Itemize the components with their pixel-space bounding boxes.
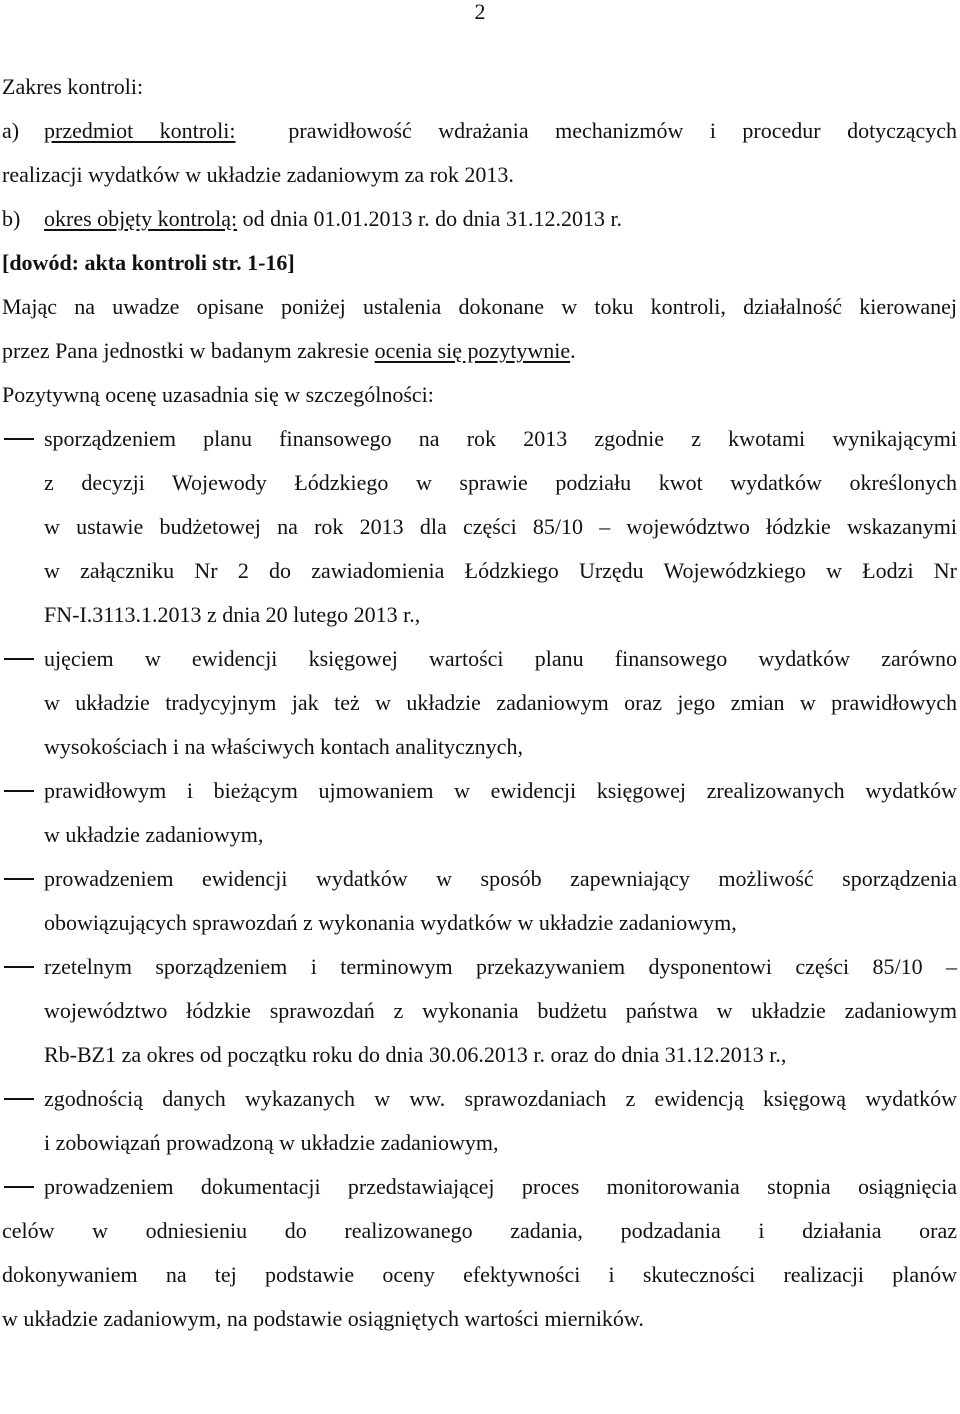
- bullet-line: sporządzeniem planu finansowego na rok 2013 zgodnie z kwotami wynikającymi: [44, 426, 957, 451]
- bullet-line: w załączniku Nr 2 do zawiadomienia Łódzkiego Urzędu Wojewódzkiego w Łodzi Nr: [44, 558, 957, 583]
- page-number: 2: [474, 0, 486, 24]
- dash-marker: [2, 637, 44, 769]
- bullet-item: [2, 417, 957, 637]
- assessment-verdict: ocenia się pozytywnie: [374, 338, 571, 363]
- assessment-line-2: [2, 329, 957, 373]
- list-marker-a: a): [2, 118, 20, 143]
- bullet-item: [2, 945, 957, 1077]
- section-heading: Zakres kontroli:: [2, 74, 144, 99]
- final-line-3: w układzie zadaniowym, na podstawie osiągniętych wartości mierników.: [2, 1306, 644, 1331]
- bullet-line: w układzie tradycyjnym jak też w układzie zadaniowym oraz jego zmian w prawidłowych: [44, 690, 957, 715]
- assessment-period: .: [570, 338, 576, 363]
- list-item-a: [2, 109, 957, 153]
- bullet-line: FN-I.3113.1.2013 z dnia 20 lutego 2013 r.,: [44, 602, 421, 627]
- dash-marker: [2, 1165, 44, 1209]
- bullet-line: zgodnością danych wykazanych w ww. sprawozdaniach z ewidencją księgową wydatków: [44, 1086, 957, 1111]
- dash-marker: [2, 857, 44, 945]
- item-a-line: [44, 109, 957, 153]
- list-item-b: [2, 197, 957, 241]
- item-b-line: [44, 197, 957, 241]
- item-b-label: okres objęty kontrolą:: [44, 206, 238, 231]
- bullet-item: [2, 857, 957, 945]
- bullet-item: [2, 1077, 957, 1165]
- list-marker-b: b): [2, 206, 21, 231]
- document-body: [2, 65, 957, 1341]
- final-line-1: celów w odniesieniu do realizowanego zadania, podzadania i działania oraz: [2, 1218, 957, 1243]
- bullet-line: i zobowiązań prowadzoną w układzie zadaniowym,: [44, 1130, 499, 1155]
- assessment-text: przez Pana jednostki w badanym zakresie: [2, 338, 370, 363]
- bullet-line: z decyzji Wojewody Łódzkiego w sprawie podziału kwot wydatków określonych: [44, 470, 957, 495]
- bullet-line: obowiązujących sprawozdań z wykonania wydatków w układzie zadaniowym,: [44, 910, 737, 935]
- evidence-reference: [dowód: akta kontroli str. 1-16]: [2, 250, 295, 275]
- item-a-label: przedmiot kontroli:: [44, 118, 236, 143]
- bullet-item-final: [2, 1165, 957, 1209]
- bullet-line: w układzie zadaniowym,: [44, 822, 264, 847]
- bullet-line: województwo łódzkie sprawozdań z wykonania budżetu państwa w układzie zadaniowym: [44, 998, 957, 1023]
- justification-intro: Pozytywną ocenę uzasadnia się w szczególności:: [2, 382, 434, 407]
- bullet-line: wysokościach i na właściwych kontach analitycznych,: [44, 734, 523, 759]
- bullet-line: prawidłowym i bieżącym ujmowaniem w ewidencji księgowej zrealizowanych wydatków: [44, 778, 957, 803]
- bullet-line: prowadzeniem dokumentacji przedstawiającej proces monitorowania stopnia osiągnięcia: [44, 1174, 957, 1199]
- bullet-list: [2, 417, 957, 1165]
- assessment-line-1: Mając na uwadze opisane poniżej ustalenia dokonane w toku kontroli, działalność kierowanej: [2, 294, 957, 319]
- bullet-item: [2, 769, 957, 857]
- bullet-line: ujęciem w ewidencji księgowej wartości planu finansowego wydatków zarówno: [44, 646, 957, 671]
- bullet-line: w ustawie budżetowej na rok 2013 dla części 85/10 – województwo łódzkie wskazanymi: [44, 514, 957, 539]
- item-a-continuation: realizacji wydatków w układzie zadaniowym za rok 2013.: [2, 162, 514, 187]
- dash-marker: [2, 1077, 44, 1165]
- bullet-line: rzetelnym sporządzeniem i terminowym przekazywaniem dysponentowi części 85/10 –: [44, 954, 957, 979]
- bullet-item: [2, 637, 957, 769]
- bullet-line: Rb-BZ1 za okres od początku roku do dnia 30.06.2013 r. oraz do dnia 31.12.2013 r.,: [44, 1042, 787, 1067]
- item-b-text: od dnia 01.01.2013 r. do dnia 31.12.2013 r.: [242, 206, 623, 231]
- dash-marker: [2, 945, 44, 1077]
- final-line-2: dokonywaniem na tej podstawie oceny efektywności i skuteczności realizacji planów: [2, 1262, 957, 1287]
- dash-marker: [2, 769, 44, 857]
- bullet-line: prowadzeniem ewidencji wydatków w sposób zapewniający możliwość sporządzenia: [44, 866, 957, 891]
- dash-marker: [2, 417, 44, 637]
- item-a-text: prawidłowość wdrażania mechanizmów i procedur dotyczących: [288, 118, 958, 143]
